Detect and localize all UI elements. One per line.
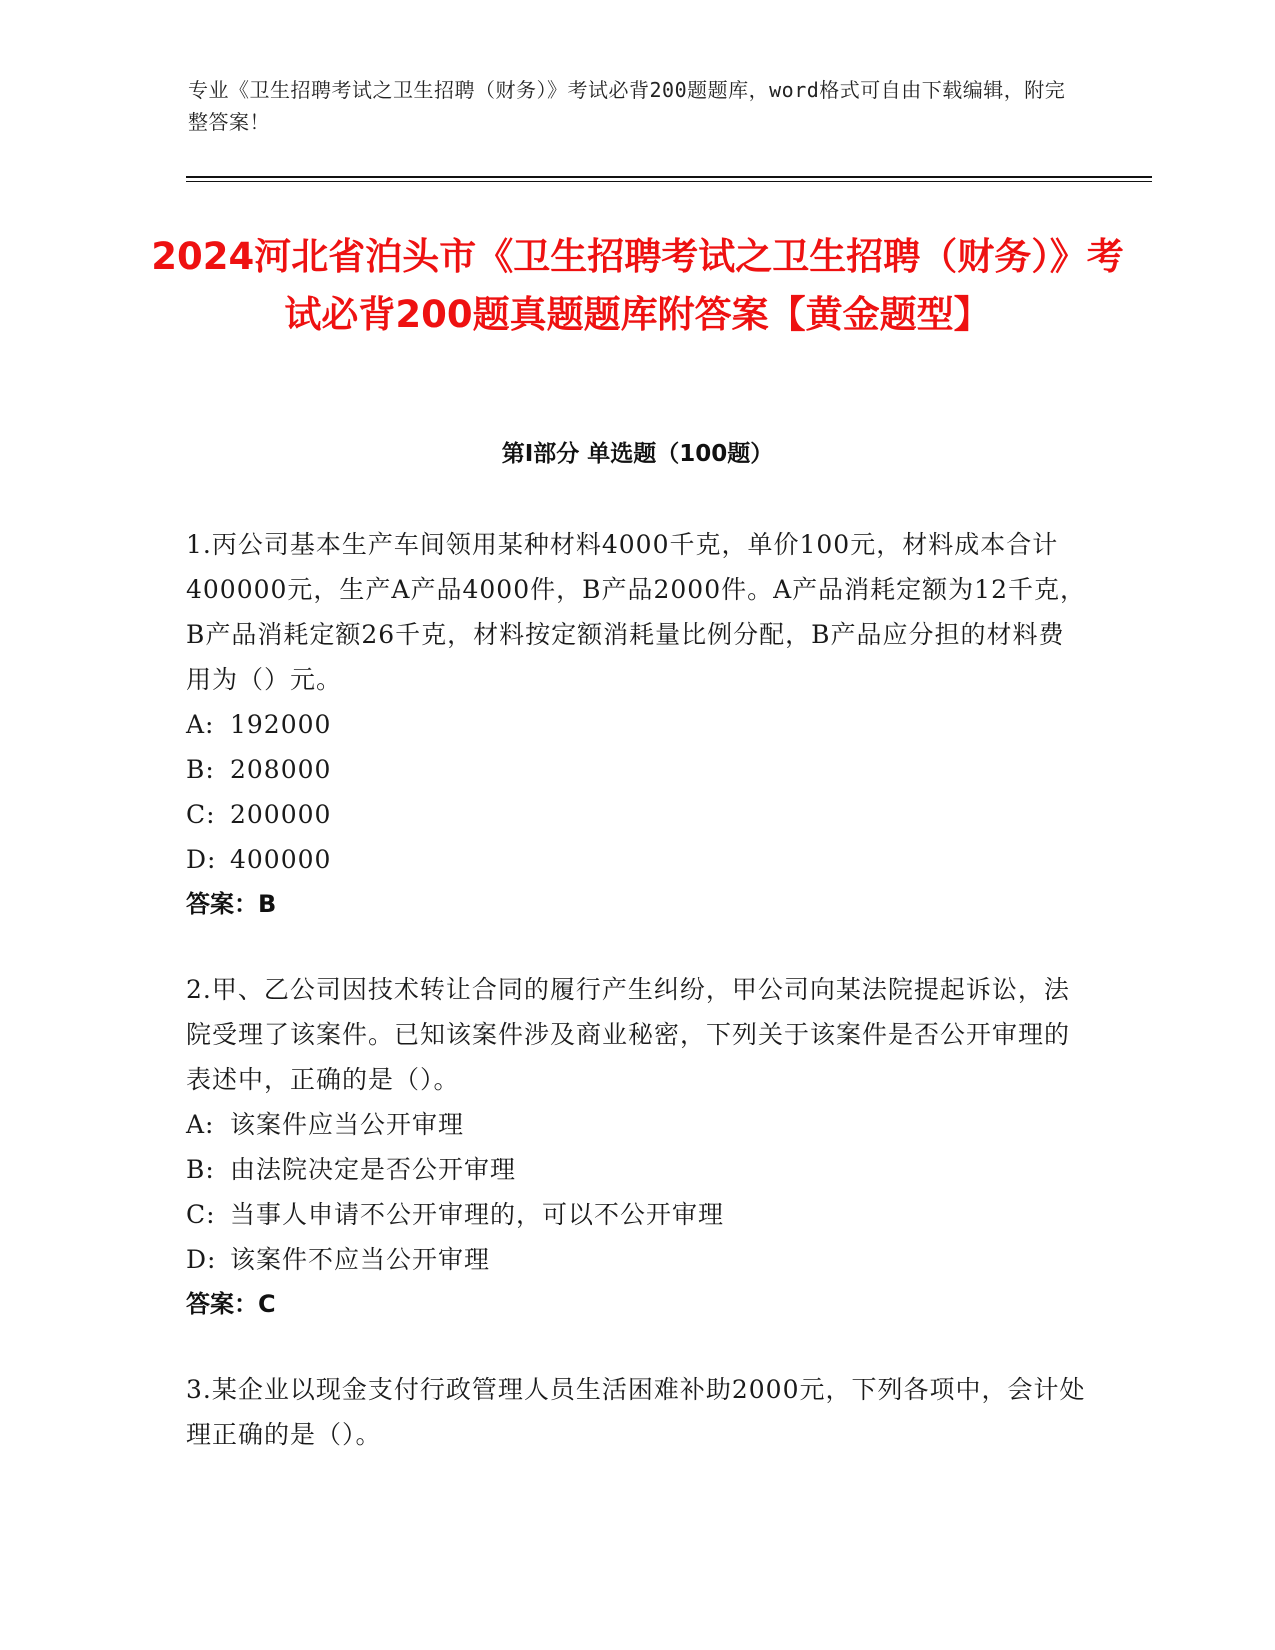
option-key: A: bbox=[186, 1110, 215, 1139]
option-a bbox=[186, 1102, 1086, 1147]
option-key: D: bbox=[186, 1245, 217, 1274]
option-key: B: bbox=[186, 1155, 215, 1184]
section-heading: 第I部分 单选题（100题） bbox=[501, 441, 774, 467]
option-a bbox=[186, 702, 1086, 747]
option-text: 由法院决定是否公开审理 bbox=[230, 1155, 517, 1184]
option-d bbox=[186, 1237, 1086, 1282]
question-stem: 1.丙公司基本生产车间领用某种材料4000千克，单价100元，材料成本合计400000元，生产A产品4000件，B产品2000件。A产品消耗定额为12千克，B产品消耗定额26千克，材料按定额消耗量比例分配，B产品应分担的材料费用为（）元。 bbox=[186, 530, 1086, 694]
header-divider-thin bbox=[186, 181, 1152, 182]
header-divider-thick bbox=[186, 176, 1152, 178]
question-1 bbox=[186, 522, 1086, 927]
option-text: 该案件不应当公开审理 bbox=[230, 1245, 491, 1274]
header-note: 专业《卫生招聘考试之卫生招聘（财务）》考试必背200题题库，word格式可自由下载编辑，附完整答案！ bbox=[188, 78, 1066, 134]
option-c bbox=[186, 792, 1086, 837]
option-text: 该案件应当公开审理 bbox=[230, 1110, 465, 1139]
question-stem: 2.甲、乙公司因技术转让合同的履行产生纠纷，甲公司向某法院提起诉讼，法院受理了该案件。已知该案件涉及商业秘密，下列关于该案件是否公开审理的表述中，正确的是（）。 bbox=[186, 975, 1071, 1094]
option-b bbox=[186, 747, 1086, 792]
option-text: 192000 bbox=[230, 710, 332, 739]
option-text: 200000 bbox=[230, 800, 332, 829]
answer-line: 答案：B bbox=[186, 890, 277, 918]
question-2 bbox=[186, 967, 1086, 1327]
option-key: C: bbox=[186, 800, 216, 829]
question-3 bbox=[186, 1367, 1086, 1457]
option-key: D: bbox=[186, 845, 217, 874]
option-c bbox=[186, 1192, 1086, 1237]
option-key: B: bbox=[186, 755, 215, 784]
question-list bbox=[186, 522, 1086, 1497]
question-stem: 3.某企业以现金支付行政管理人员生活困难补助2000元，下列各项中，会计处理正确的是（）。 bbox=[186, 1375, 1086, 1449]
option-text: 当事人申请不公开审理的，可以不公开审理 bbox=[230, 1200, 725, 1229]
option-key: C: bbox=[186, 1200, 216, 1229]
option-d bbox=[186, 837, 1086, 882]
option-key: A: bbox=[186, 710, 215, 739]
answer-line: 答案：C bbox=[186, 1290, 276, 1318]
option-text: 400000 bbox=[230, 845, 332, 874]
document-title: 2024河北省泊头市《卫生招聘考试之卫生招聘（财务）》考试必背200题真题题库附答案【黄金题型】 bbox=[151, 235, 1124, 336]
option-b bbox=[186, 1147, 1086, 1192]
option-text: 208000 bbox=[230, 755, 332, 784]
